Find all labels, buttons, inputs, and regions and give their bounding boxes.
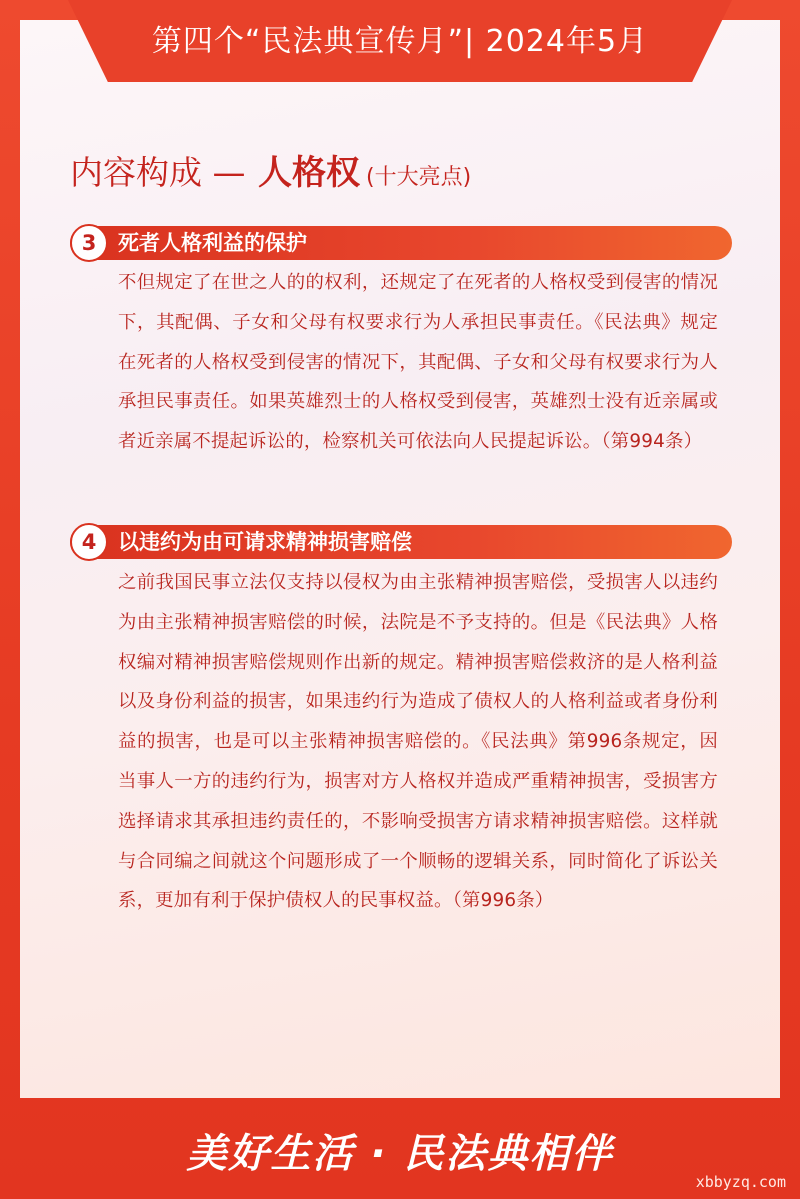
- section-3-header: [70, 226, 732, 260]
- heading-strong: 人格权: [257, 153, 360, 193]
- heading-prefix: 内容构成 —: [70, 153, 256, 192]
- watermark: xbbyzq.com: [695, 1173, 786, 1191]
- section-4-number-badge: 4: [70, 523, 108, 561]
- section-3-number-badge: 3: [70, 224, 108, 262]
- heading-note: (十大亮点): [365, 165, 472, 190]
- header-title: 第四个“民法典宣传月”| 2024年5月: [151, 24, 649, 59]
- section-4-header: [70, 525, 732, 559]
- section-4-body: 之前我国民事立法仅支持以侵权为由主张精神损害赔偿，受损害人以违约为由主张精神损害赔偿的时候，法院是不予支持的。但是《民法典》人格权编对精神损害赔偿规则作出新的规定。精神损害赔偿救济的是人格利益以及身份利益的损害，如果违约行为造成了债权人的人格利益或者身份利益的损害，也是可以主张精神损害赔偿的。《民法典》第996条规定，因当事人一方的违约行为，损害对方人格权并造成严重精神损害，受损害方选择请求其承担违约责任的，不影响受损害方请求精神损害赔偿。这样就与合同编之间就这个问题形成了一个顺畅的逻辑关系，同时简化了诉讼关系，更加有利于保护债权人的民事权益。（第996条）: [118, 572, 718, 912]
- footer-slogan: 美好生活 · 民法典相伴: [186, 1131, 614, 1177]
- page-heading: [70, 148, 471, 198]
- section-3-body: 不但规定了在世之人的的权利，还规定了在死者的人格权受到侵害的情况下，其配偶、子女和父母有权要求行为人承担民事责任。《民法典》规定在死者的人格权受到侵害的情况下，其配偶、子女和父母有权要求行为人承担民事责任。如果英雄烈士的人格权受到侵害，英雄烈士没有近亲属或者近亲属不提起诉讼的，检察机关可依法向人民提起诉讼。（第994条）: [118, 272, 718, 453]
- section-4-title: 以违约为由可请求精神损害赔偿: [118, 530, 412, 554]
- section-3-title: 死者人格利益的保护: [118, 231, 307, 255]
